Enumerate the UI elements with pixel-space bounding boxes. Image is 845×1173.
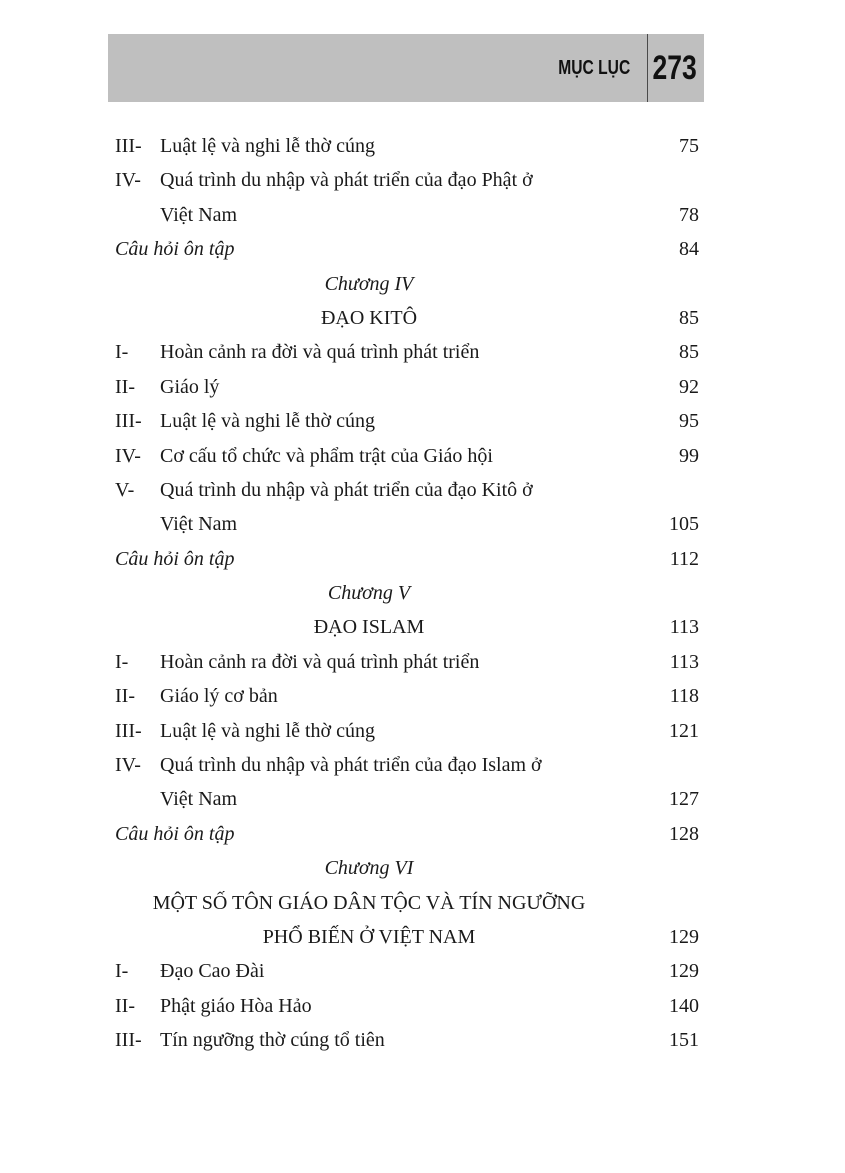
toc-entry-title: Cơ cấu tổ chức và phẩm trật của Giáo hội bbox=[160, 444, 493, 467]
toc-row-review bbox=[115, 542, 699, 576]
toc-chapter-title: ĐẠO KITÔ bbox=[320, 306, 418, 329]
toc-page-number: 85 bbox=[679, 306, 699, 329]
toc-page-number: 95 bbox=[679, 410, 699, 433]
toc-entry-number: IV- bbox=[115, 444, 141, 467]
toc-review-questions: Câu hỏi ôn tập bbox=[115, 547, 235, 570]
toc-row-entry bbox=[115, 439, 699, 473]
toc-entry-number: I- bbox=[115, 960, 129, 983]
toc-row-chapter-title bbox=[115, 920, 699, 954]
running-header bbox=[108, 34, 704, 102]
toc-row-chapter-title bbox=[115, 610, 699, 644]
toc-entry-number: II- bbox=[115, 994, 135, 1017]
toc-entry-number: III- bbox=[115, 719, 142, 742]
toc-chapter-title: ĐẠO ISLAM bbox=[313, 616, 425, 639]
toc-page-number: 75 bbox=[679, 135, 699, 157]
toc-row-chapter bbox=[115, 851, 699, 885]
toc-row-entry bbox=[115, 163, 699, 197]
toc-entry-title: Luật lệ và nghi lễ thờ cúng bbox=[160, 719, 375, 742]
toc-entry-title: Hoàn cảnh ra đời và quá trình phát triển bbox=[160, 650, 480, 673]
toc-entry-title: Quá trình du nhập và phát triển của đạo Kitô ở bbox=[160, 478, 533, 501]
toc-entry-number: I- bbox=[115, 650, 129, 673]
toc-entry-number: III- bbox=[115, 1029, 142, 1052]
toc-row-continuation bbox=[115, 198, 699, 232]
toc-entry-title-continuation: Việt Nam bbox=[160, 203, 238, 226]
toc-row-continuation bbox=[115, 782, 699, 816]
toc-chapter-title: PHỔ BIẾN Ở VIỆT NAM bbox=[262, 925, 476, 948]
toc-entry-title: Giáo lý bbox=[160, 375, 220, 398]
toc-chapter-label: Chương V bbox=[327, 582, 411, 605]
toc-entry-number: I- bbox=[115, 341, 129, 364]
toc-entry-title-continuation: Việt Nam bbox=[160, 788, 238, 811]
toc-row-entry bbox=[115, 989, 699, 1023]
toc-row-chapter bbox=[115, 576, 699, 610]
toc-row-review bbox=[115, 817, 699, 851]
toc-page-number: 105 bbox=[669, 513, 699, 536]
toc-row-entry bbox=[115, 679, 699, 713]
toc-page-number: 140 bbox=[669, 994, 699, 1017]
toc-entry-number: IV- bbox=[115, 754, 141, 777]
toc-row-continuation bbox=[115, 507, 699, 541]
toc-entry-title: Hoàn cảnh ra đời và quá trình phát triển bbox=[160, 341, 480, 364]
table-of-contents bbox=[115, 129, 699, 1058]
toc-row-entry bbox=[115, 645, 699, 679]
toc-chapter-label: Chương VI bbox=[324, 857, 414, 880]
toc-row-chapter bbox=[115, 267, 699, 301]
toc-entry-number: III- bbox=[115, 410, 142, 433]
toc-entry-number: V- bbox=[115, 478, 135, 501]
header-page-number: 273 bbox=[652, 49, 697, 87]
header-title: MỤC LỤC bbox=[558, 57, 630, 79]
toc-entry-number: II- bbox=[115, 685, 135, 708]
toc-row-entry bbox=[115, 370, 699, 404]
toc-entry-title-continuation: Việt Nam bbox=[160, 513, 238, 536]
toc-page-number: 84 bbox=[679, 238, 699, 261]
toc-chapter-title: MỘT SỐ TÔN GIÁO DÂN TỘC VÀ TÍN NGƯỠNG bbox=[152, 891, 586, 914]
toc-page-number: 112 bbox=[669, 547, 699, 570]
toc-chapter-label: Chương IV bbox=[324, 272, 414, 295]
toc-page-number: 113 bbox=[669, 650, 699, 673]
toc-row-review bbox=[115, 232, 699, 266]
toc-review-questions: Câu hỏi ôn tập bbox=[115, 238, 235, 261]
toc-page-number: 121 bbox=[669, 719, 699, 742]
toc-page-number: 151 bbox=[669, 1029, 699, 1052]
toc-entry-title: Quá trình du nhập và phát triển của đạo Phật ở bbox=[160, 169, 533, 192]
toc-row-entry bbox=[115, 335, 699, 369]
toc-row-entry bbox=[115, 1023, 699, 1057]
toc-page-number: 129 bbox=[669, 925, 699, 948]
toc-review-questions: Câu hỏi ôn tập bbox=[115, 822, 235, 845]
toc-entry-number: III- bbox=[115, 135, 142, 157]
toc-entry-title: Đạo Cao Đài bbox=[160, 960, 265, 983]
toc-entry-title: Luật lệ và nghi lễ thờ cúng bbox=[160, 135, 375, 157]
toc-row-entry bbox=[115, 129, 699, 163]
toc-entry-title: Quá trình du nhập và phát triển của đạo Islam ở bbox=[160, 754, 542, 777]
toc-page-number: 127 bbox=[669, 788, 699, 811]
toc-page-number: 78 bbox=[679, 203, 699, 226]
toc-page-number: 129 bbox=[669, 960, 699, 983]
header-divider bbox=[647, 34, 648, 102]
toc-entry-number: II- bbox=[115, 375, 135, 398]
toc-page-number: 118 bbox=[669, 685, 699, 708]
toc-row-chapter-title bbox=[115, 301, 699, 335]
toc-page-number: 85 bbox=[679, 341, 699, 364]
toc-row-entry bbox=[115, 404, 699, 438]
toc-row-chapter-title bbox=[115, 886, 699, 920]
toc-page-number: 128 bbox=[669, 822, 699, 845]
toc-row-entry bbox=[115, 954, 699, 988]
toc-entry-title: Phật giáo Hòa Hảo bbox=[160, 994, 312, 1017]
toc-page-number: 99 bbox=[679, 444, 699, 467]
toc-entry-title: Tín ngưỡng thờ cúng tổ tiên bbox=[160, 1029, 385, 1052]
toc-row-entry bbox=[115, 714, 699, 748]
toc-entry-number: IV- bbox=[115, 169, 141, 192]
toc-entry-title: Giáo lý cơ bản bbox=[160, 685, 278, 708]
toc-entry-title: Luật lệ và nghi lễ thờ cúng bbox=[160, 410, 375, 433]
toc-row-entry bbox=[115, 473, 699, 507]
toc-row-entry bbox=[115, 748, 699, 782]
toc-page-number: 92 bbox=[679, 375, 699, 398]
toc-page-number: 113 bbox=[669, 616, 699, 639]
